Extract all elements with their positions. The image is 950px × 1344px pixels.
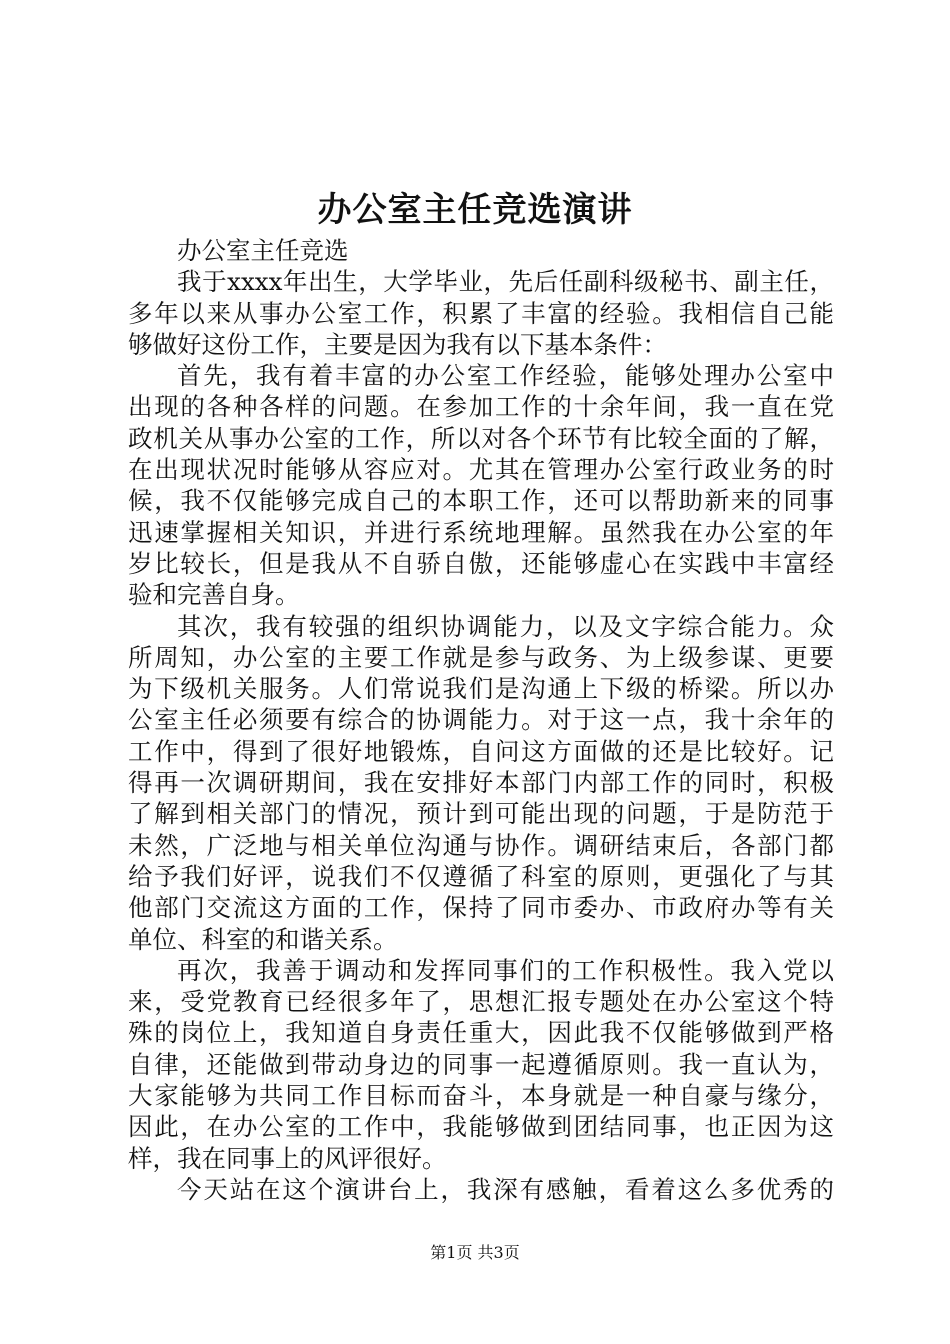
body-line: 验和完善自身。 <box>128 580 300 610</box>
body-line: 来，受党教育已经很多年了，思想汇报专题处在办公室这个特 <box>128 987 834 1017</box>
body-line: 今天站在这个演讲台上，我深有感触，看着这么多优秀的 <box>177 1174 834 1204</box>
body-line: 他部门交流这方面的工作，保持了同市委办、市政府办等有关 <box>128 893 834 923</box>
body-line: 自律，还能做到带动身边的同事一起遵循原则。我一直认为， <box>128 1049 834 1079</box>
body-line: 岁比较长，但是我从不自骄自傲，还能够虚心在实践中丰富经 <box>128 548 834 578</box>
body-line: 再次，我善于调动和发挥同事们的工作积极性。我入党以 <box>177 955 834 985</box>
body-line: 样，我在同事上的风评很好。 <box>128 1143 447 1173</box>
body-line: 殊的岗位上，我知道自身责任重大，因此我不仅能够做到严格 <box>128 1018 834 1048</box>
body-line: 大家能够为共同工作目标而奋斗，本身就是一种自豪与缘分， <box>128 1081 834 1111</box>
body-line: 单位、科室的和谐关系。 <box>128 924 398 954</box>
document-body <box>128 235 834 1205</box>
body-line: 为下级机关服务。人们常说我们是沟通上下级的桥梁。所以办 <box>128 674 834 704</box>
body-line: 因此，在办公室的工作中，我能够做到团结同事，也正因为这 <box>128 1112 834 1142</box>
body-line: 出现的各种各样的问题。在参加工作的十余年间，我一直在党 <box>128 392 834 422</box>
page-footer: 第1页 共3页 <box>430 1243 520 1262</box>
body-line: 我于xxxx年出生，大学毕业，先后任副科级秘书、副主任， <box>177 267 834 297</box>
body-line: 得再一次调研期间，我在安排好本部门内部工作的同时，积极 <box>128 768 834 798</box>
body-line: 首先，我有着丰富的办公室工作经验，能够处理办公室中 <box>177 361 834 391</box>
body-line: 工作中，得到了很好地锻炼，自问这方面做的还是比较好。记 <box>128 736 834 766</box>
body-line: 未然，广泛地与相关单位沟通与协作。调研结束后，各部门都 <box>128 830 834 860</box>
body-line: 办公室主任竞选 <box>177 236 349 265</box>
body-line: 候，我不仅能够完成自己的本职工作，还可以帮助新来的同事 <box>128 486 834 516</box>
body-line: 够做好这份工作，主要是因为我有以下基本条件： <box>128 329 667 359</box>
body-line: 公室主任必须要有综合的协调能力。对于这一点，我十余年的 <box>128 705 834 735</box>
body-line: 多年以来从事办公室工作，积累了丰富的经验。我相信自己能 <box>128 298 834 328</box>
body-line: 所周知，办公室的主要工作就是参与政务、为上级参谋、更要 <box>128 642 834 672</box>
body-line: 给予我们好评，说我们不仅遵循了科室的原则，更强化了与其 <box>128 861 834 891</box>
body-line: 在出现状况时能够从容应对。尤其在管理办公室行政业务的时 <box>128 455 834 485</box>
body-line: 迅速掌握相关知识，并进行系统地理解。虽然我在办公室的年 <box>128 517 834 547</box>
body-line: 其次，我有较强的组织协调能力，以及文字综合能力。众 <box>177 611 834 641</box>
body-line: 政机关从事办公室的工作，所以对各个环节有比较全面的了解， <box>128 423 834 453</box>
body-line: 了解到相关部门的情况，预计到可能出现的问题，于是防范于 <box>128 799 834 829</box>
document-title: 办公室主任竞选演讲 <box>317 190 633 230</box>
